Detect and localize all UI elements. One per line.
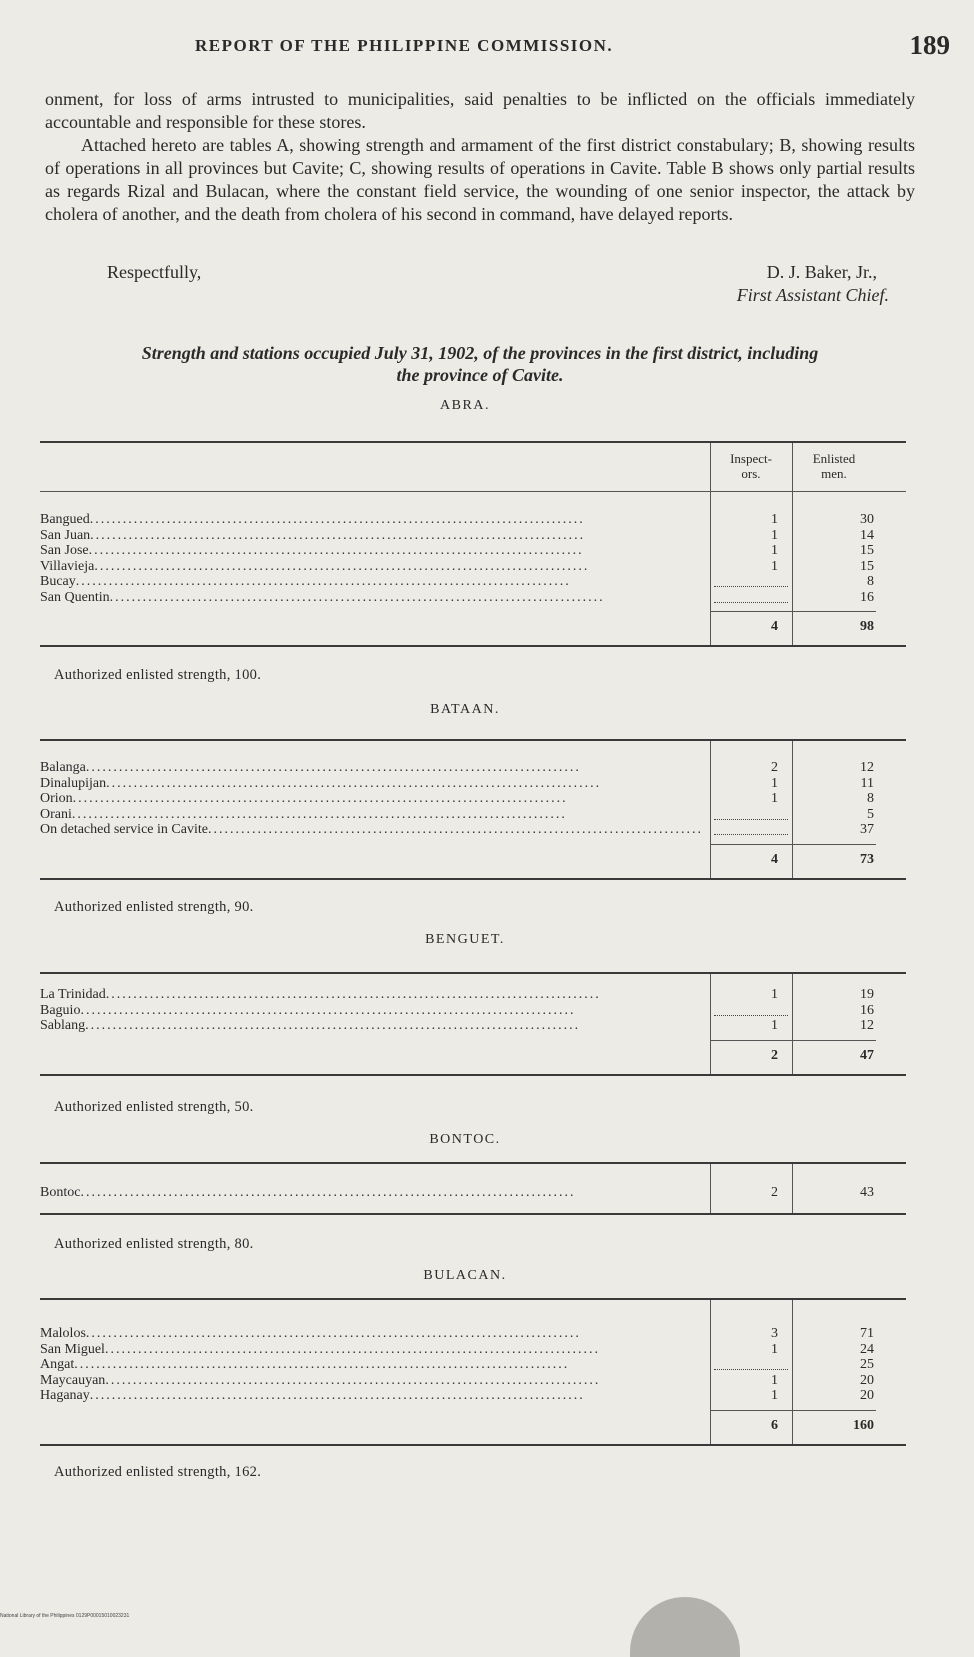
station-name xyxy=(40,1388,730,1404)
section-title: BATAAN. xyxy=(430,702,500,717)
enlisted-cell: 30 xyxy=(860,512,874,527)
enlisted-cell: 5 xyxy=(867,806,874,822)
table-row xyxy=(40,574,906,590)
station-label: On detached service in Cavite xyxy=(40,822,208,837)
total-inspectors: 2 xyxy=(771,1047,778,1063)
station-name xyxy=(40,760,730,776)
signature-title: First Assistant Chief. xyxy=(736,285,889,305)
table-row xyxy=(40,776,906,792)
inspectors-cell: 1 xyxy=(771,1388,778,1403)
leader-dots: .......................................................................................... xyxy=(90,527,586,543)
inspectors-cell: 3 xyxy=(771,1326,778,1341)
station-name xyxy=(40,574,730,590)
inspectors-cell: 1 xyxy=(771,987,778,1002)
strength-table xyxy=(40,1162,906,1215)
inspectors-cell: 1 xyxy=(771,791,778,806)
enlisted-cell: 12 xyxy=(860,760,874,775)
table-row xyxy=(40,987,906,1003)
enlisted-cell: 16 xyxy=(860,589,874,605)
empty-cell-leader xyxy=(714,586,788,587)
table-row xyxy=(40,590,906,606)
empty-cell-leader xyxy=(714,834,788,835)
enlisted-cell: 71 xyxy=(860,1326,874,1341)
table-row xyxy=(40,543,906,559)
table-row xyxy=(40,1018,906,1034)
station-name xyxy=(40,512,730,528)
station-label: Sablang xyxy=(40,1018,86,1033)
inspectors-cell: 1 xyxy=(771,543,778,558)
station-label: Baguio xyxy=(40,1002,81,1018)
bottom-rule xyxy=(40,1213,906,1215)
section-title: BONTOC. xyxy=(429,1132,501,1147)
section-title: BULACAN. xyxy=(423,1268,507,1283)
station-label: Malolos xyxy=(40,1326,86,1341)
total-enlisted: 73 xyxy=(860,851,874,867)
strength-table xyxy=(40,441,906,647)
total-inspectors: 4 xyxy=(771,851,778,867)
inspectors-cell: 1 xyxy=(771,1018,778,1033)
table-row xyxy=(40,791,906,807)
total-enlisted: 98 xyxy=(860,619,874,634)
total-inspectors: 4 xyxy=(771,619,778,634)
station-name xyxy=(40,1185,730,1201)
table-row xyxy=(40,822,906,838)
station-label: Orion xyxy=(40,791,73,806)
authorized-strength: Authorized enlisted strength, 50. xyxy=(54,1099,254,1115)
total-enlisted: 47 xyxy=(860,1047,874,1063)
total-inspectors: 6 xyxy=(771,1417,778,1433)
scan-artifact xyxy=(630,1597,740,1657)
table-caption xyxy=(40,342,920,386)
signature-name: D. J. Baker, Jr., xyxy=(766,262,877,282)
strength-table xyxy=(40,739,906,880)
strength-table xyxy=(40,972,906,1076)
station-label: Dinalupijan xyxy=(40,775,107,791)
leader-dots: .......................................................................................... xyxy=(106,775,602,791)
enlisted-cell: 15 xyxy=(860,558,874,574)
body-text xyxy=(45,88,915,226)
station-label: La Trinidad xyxy=(40,987,106,1002)
leader-dots: .......................................................................................... xyxy=(85,1018,581,1033)
station-name xyxy=(40,987,730,1003)
station-label: Haganay xyxy=(40,1388,90,1403)
station-name xyxy=(40,1357,730,1373)
station-label: Bontoc xyxy=(40,1185,81,1200)
station-name xyxy=(40,590,730,606)
station-name xyxy=(40,791,730,807)
section-title: BENGUET. xyxy=(425,932,505,947)
paragraph: onment, for loss of arms intrusted to municipalities, said penalties to be inflicted on the officials immediately accountable and responsible for these stores. xyxy=(45,89,915,132)
station-label: San Juan xyxy=(40,527,91,543)
station-label: Villavieja xyxy=(40,558,95,574)
enlisted-cell: 43 xyxy=(860,1185,874,1200)
enlisted-cell: 14 xyxy=(860,527,874,543)
station-label: Balanga xyxy=(40,760,86,775)
leader-dots: .......................................................................................... xyxy=(207,822,703,837)
table-row xyxy=(40,1373,906,1389)
leader-dots: .......................................................................................... xyxy=(71,806,567,822)
leader-dots: .......................................................................................... xyxy=(105,987,601,1002)
total-rule xyxy=(792,1040,876,1041)
enlisted-cell: 12 xyxy=(860,1018,874,1033)
table-row xyxy=(40,512,906,528)
station-name xyxy=(40,822,730,838)
empty-cell-leader xyxy=(714,1015,788,1016)
station-name xyxy=(40,807,730,823)
empty-cell-leader xyxy=(714,602,788,603)
enlisted-cell: 8 xyxy=(867,574,874,589)
leader-dots: .......................................................................................... xyxy=(74,1357,570,1372)
station-name xyxy=(40,559,730,575)
total-rule xyxy=(710,844,792,845)
station-name xyxy=(40,1018,730,1034)
table-row xyxy=(40,1342,906,1358)
enlisted-cell: 25 xyxy=(860,1357,874,1372)
bottom-rule xyxy=(40,645,906,647)
top-rule xyxy=(40,441,906,443)
total-rule xyxy=(792,844,876,845)
leader-dots: .......................................................................................... xyxy=(88,543,584,558)
total-rule xyxy=(710,1410,792,1411)
inspectors-cell: 1 xyxy=(771,1372,778,1388)
enlisted-cell: 19 xyxy=(860,987,874,1002)
station-name xyxy=(40,1003,730,1019)
table-row xyxy=(40,1357,906,1373)
leader-dots: .......................................................................................... xyxy=(104,1341,600,1357)
leader-dots: .......................................................................................... xyxy=(80,1185,576,1200)
authorized-strength: Authorized enlisted strength, 80. xyxy=(54,1236,254,1252)
caption-line: the province of Cavite. xyxy=(396,365,564,385)
station-label: Bangued xyxy=(40,512,90,527)
authorized-strength: Authorized enlisted strength, 100. xyxy=(54,667,262,683)
strength-table xyxy=(40,1298,906,1446)
paragraph: Attached hereto are tables A, showing strength and armament of the first district constabulary; B, showing results of operations in all provinces but Cavite; C, showing results of operations in Cavite. Table B shows only partial results as regards Rizal and Bulacan, where the constant field service, the wounding of one senior inspector, the attack by cholera of another, and the death from cholera of his second in command, have delayed reports. xyxy=(45,135,915,224)
station-label: Maycauyan xyxy=(40,1372,106,1388)
leader-dots: .......................................................................................... xyxy=(80,1002,576,1018)
table-row xyxy=(40,1326,906,1342)
empty-cell-leader xyxy=(714,1369,788,1370)
station-label: Angat xyxy=(40,1357,75,1372)
enlisted-cell: 20 xyxy=(860,1372,874,1388)
enlisted-cell: 20 xyxy=(860,1388,874,1403)
table-row xyxy=(40,1185,906,1201)
page-number: 189 xyxy=(909,30,950,60)
bottom-rule xyxy=(40,1074,906,1076)
total-rule xyxy=(710,611,792,612)
leader-dots: .......................................................................................... xyxy=(105,1372,601,1388)
section-title: ABRA. xyxy=(440,398,490,413)
station-name xyxy=(40,528,730,544)
total-rule xyxy=(710,1040,792,1041)
enlisted-cell: 15 xyxy=(860,543,874,558)
inspectors-cell: 1 xyxy=(771,775,778,791)
station-name xyxy=(40,1373,730,1389)
total-rule xyxy=(792,611,876,612)
enlisted-cell: 8 xyxy=(867,791,874,806)
bottom-rule xyxy=(40,878,906,880)
enlisted-cell: 16 xyxy=(860,1002,874,1018)
enlisted-cell: 24 xyxy=(860,1341,874,1357)
station-name xyxy=(40,1326,730,1342)
top-rule xyxy=(40,1298,906,1300)
station-label: Bucay xyxy=(40,574,76,589)
leader-dots: .......................................................................................... xyxy=(89,1388,585,1403)
authorized-strength: Authorized enlisted strength, 162. xyxy=(54,1464,262,1480)
enlisted-cell: 11 xyxy=(860,775,874,791)
header-rule xyxy=(40,491,906,492)
inspectors-cell: 1 xyxy=(771,558,778,574)
inspectors-cell: 1 xyxy=(771,1341,778,1357)
leader-dots: .......................................................................................... xyxy=(89,512,585,527)
inspectors-cell: 2 xyxy=(771,1185,778,1200)
leader-dots: .......................................................................................... xyxy=(85,1326,581,1341)
leader-dots: .......................................................................................... xyxy=(109,589,605,605)
top-rule xyxy=(40,739,906,741)
leader-dots: .......................................................................................... xyxy=(85,760,581,775)
bottom-rule xyxy=(40,1444,906,1446)
table-row xyxy=(40,528,906,544)
signature-block xyxy=(45,262,915,312)
station-label: San Jose xyxy=(40,543,89,558)
total-enlisted: 160 xyxy=(853,1417,874,1433)
inspectors-cell: 1 xyxy=(771,512,778,527)
total-rule xyxy=(792,1410,876,1411)
table-row xyxy=(40,1388,906,1404)
table-row xyxy=(40,760,906,776)
station-name xyxy=(40,776,730,792)
station-name xyxy=(40,543,730,559)
station-name xyxy=(40,1342,730,1358)
inspectors-cell: 1 xyxy=(771,527,778,543)
page-header xyxy=(40,30,950,64)
empty-cell-leader xyxy=(714,819,788,820)
leader-dots: .......................................................................................... xyxy=(94,558,590,574)
leader-dots: .......................................................................................... xyxy=(75,574,571,589)
running-head: REPORT OF THE PHILIPPINE COMMISSION. xyxy=(195,36,614,55)
top-rule xyxy=(40,1162,906,1164)
leader-dots: .......................................................................................... xyxy=(72,791,568,806)
table-row xyxy=(40,559,906,575)
station-label: San Quentin xyxy=(40,589,110,605)
column-header-inspectors: Inspect- ors. xyxy=(730,451,772,481)
column-header-enlisted: Enlisted men. xyxy=(812,451,856,481)
station-label: San Miguel xyxy=(40,1341,105,1357)
footer-credit: National Library of the Philippines 0129P00015010023231 xyxy=(0,1613,130,1619)
authorized-strength: Authorized enlisted strength, 90. xyxy=(54,899,254,915)
enlisted-cell: 37 xyxy=(860,822,874,837)
caption-line: Strength and stations occupied July 31, 1902, of the provinces in the first district, including xyxy=(141,343,819,363)
station-label: Orani xyxy=(40,806,72,822)
inspectors-cell: 2 xyxy=(771,760,778,775)
top-rule xyxy=(40,972,906,974)
closing: Respectfully, xyxy=(107,262,202,282)
table-row xyxy=(40,1003,906,1019)
table-row xyxy=(40,807,906,823)
